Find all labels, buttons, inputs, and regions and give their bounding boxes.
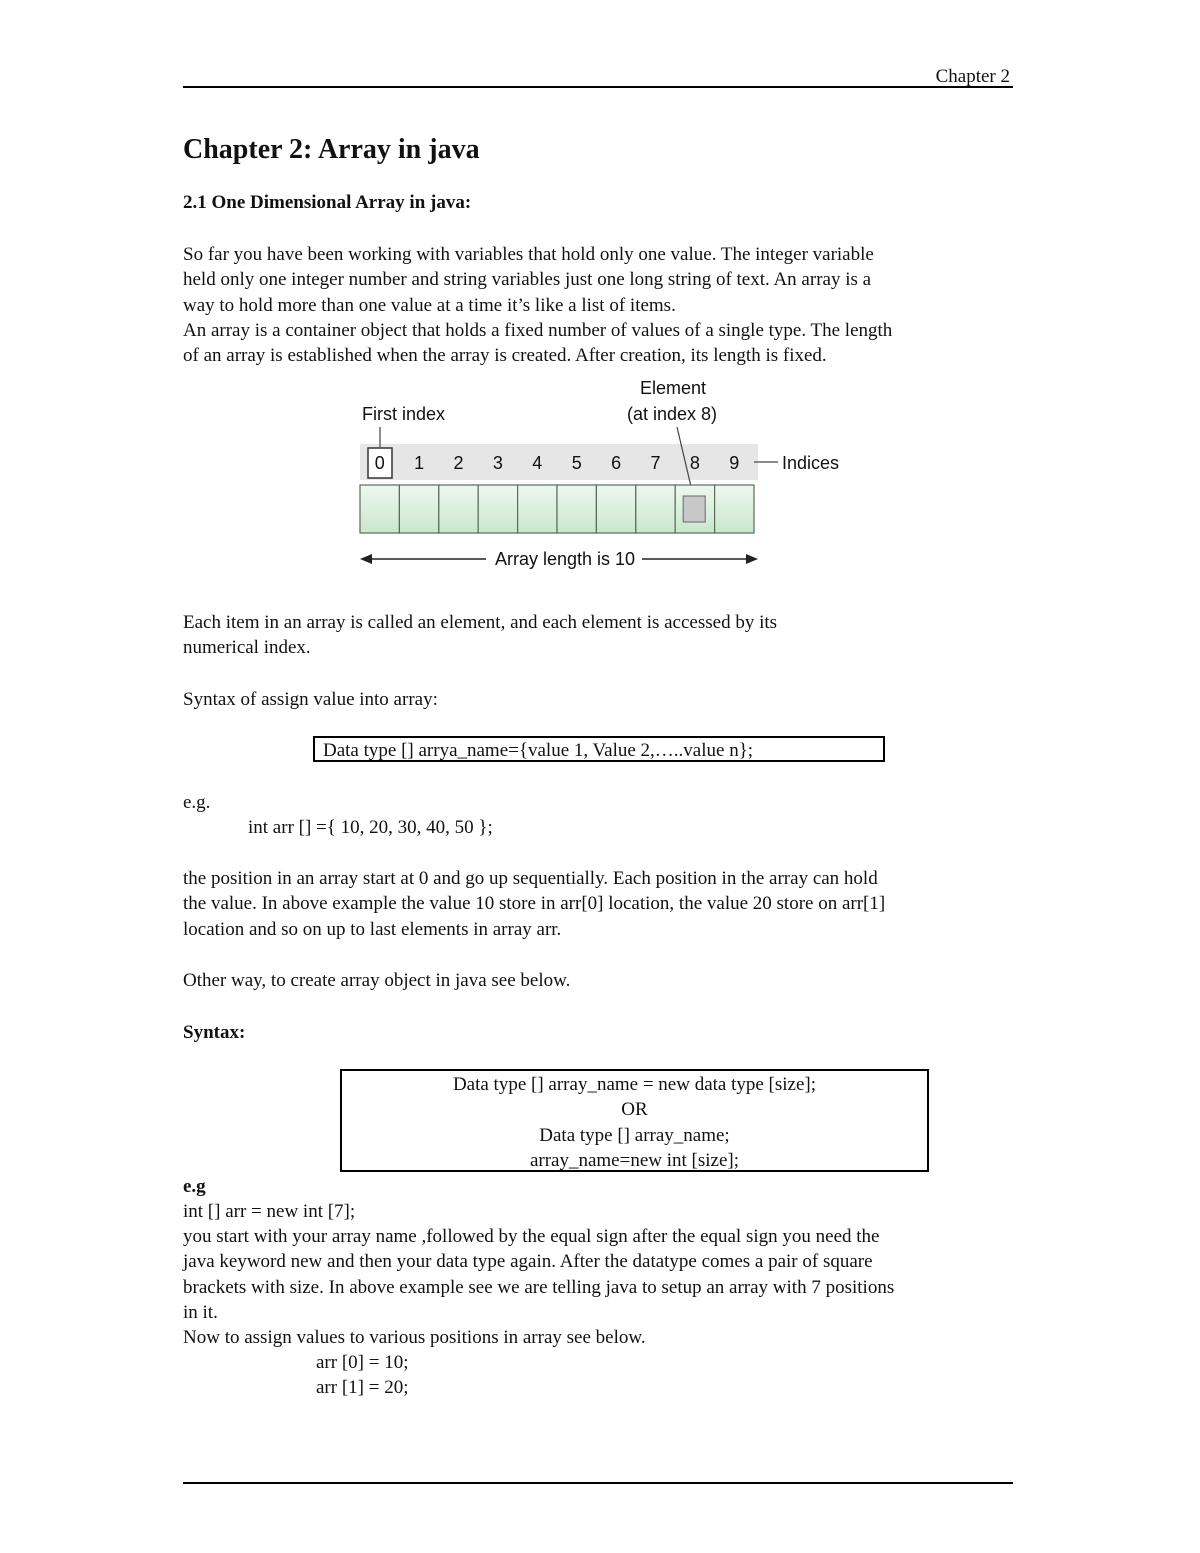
array-cell (360, 485, 399, 533)
length-arrowhead-left (360, 554, 372, 564)
element-line: numerical index. (183, 637, 311, 659)
explain-line: in it. (183, 1301, 218, 1323)
page-title: Chapter 2: Array in java (183, 134, 480, 165)
running-header: Chapter 2 (935, 66, 1010, 87)
index-label: 6 (611, 453, 622, 473)
array-cell (518, 485, 557, 533)
index-label: 4 (532, 453, 543, 473)
position-line: the value. In above example the value 10 store in arr[0] location, the value 20 store on arr[1] (183, 893, 886, 915)
element-index-label: (at index 8) (627, 404, 718, 424)
element-paragraph (183, 610, 1013, 661)
syntax-box (340, 1069, 929, 1172)
explain-line: brackets with size. In above example see we are telling java to setup an array with 7 positions (183, 1276, 895, 1298)
explain-line: java keyword new and then your data type again. After the datatype comes a pair of square (183, 1251, 873, 1273)
array-diagram (350, 372, 860, 577)
array-cell (439, 485, 478, 533)
index-label: 2 (453, 453, 464, 473)
assign-code-block (316, 1350, 816, 1401)
highlighted-element (683, 496, 705, 522)
array-cell (399, 485, 438, 533)
syntax-box-line: OR (621, 1099, 648, 1121)
intro-line: way to hold more than one value at a time it’s like a list of items. (183, 294, 676, 316)
assign-line: arr [1] = 20; (316, 1377, 409, 1399)
explain-paragraph (183, 1224, 1013, 1350)
length-label: Array length is 10 (495, 549, 636, 569)
explain-line: you start with your array name ,followed by the equal sign after the equal sign you need the (183, 1226, 880, 1247)
array-cells (360, 485, 754, 533)
array-cell (478, 485, 517, 533)
indices-label: Indices (782, 453, 840, 473)
syntax-box-line: array_name=new int [size]; (529, 1149, 740, 1171)
example1-code: int arr [] ={ 10, 20, 30, 40, 50 }; (248, 817, 493, 838)
section-heading: 2.1 One Dimensional Array in java: (183, 192, 472, 213)
index-label: 8 (689, 453, 700, 473)
intro-paragraph (183, 242, 1013, 368)
syntax-box-line: Data type [] array_name; (539, 1124, 730, 1146)
index-label: 9 (729, 453, 740, 473)
intro-line: So far you have been working with variables that hold only one value. The integer variable (183, 244, 874, 265)
syntax-assign-box: Data type [] arrya_name={value 1, Value 2,…..value n}; (313, 736, 885, 762)
position-line: the position in an array start at 0 and go up sequentially. Each position in the array can hold (183, 868, 878, 889)
array-cell (636, 485, 675, 533)
position-line: location and so on up to last elements in array arr. (183, 918, 562, 940)
array-cell (596, 485, 635, 533)
position-paragraph (183, 866, 1013, 942)
element-line: Each item in an array is called an element, and each element is accessed by its (183, 612, 778, 633)
index-label: 5 (571, 453, 582, 473)
intro-line: of an array is established when the array is created. After creation, its length is fixed. (183, 345, 827, 367)
index-label: 3 (492, 453, 503, 473)
index-label: 7 (650, 453, 661, 473)
example1-label: e.g. (183, 792, 211, 813)
syntax-assign-label: Syntax of assign value into array: (183, 689, 438, 710)
first-index-label: First index (362, 404, 446, 424)
element-label: Element (640, 378, 707, 398)
example2-code: int [] arr = new int [7]; (183, 1201, 356, 1222)
example2-label: e.g (183, 1176, 206, 1197)
other-way-text: Other way, to create array object in java see below. (183, 970, 571, 991)
footer-rule (183, 1482, 1013, 1484)
array-cell (715, 485, 754, 533)
index-label: 0 (374, 453, 385, 473)
header-rule (183, 86, 1013, 88)
array-cell (557, 485, 596, 533)
intro-line: held only one integer number and string variables just one long string of text. An array is a (183, 269, 872, 291)
syntax-heading: Syntax: (183, 1022, 246, 1043)
length-arrowhead-right (746, 554, 758, 564)
index-label: 1 (414, 453, 425, 473)
intro-line: An array is a container object that holds a fixed number of values of a single type. The length (183, 319, 893, 341)
explain-line: Now to assign values to various positions in array see below. (183, 1327, 646, 1349)
syntax-box-line: Data type [] array_name = new data type [size]; (452, 1074, 817, 1095)
assign-line: arr [0] = 10; (316, 1352, 409, 1373)
